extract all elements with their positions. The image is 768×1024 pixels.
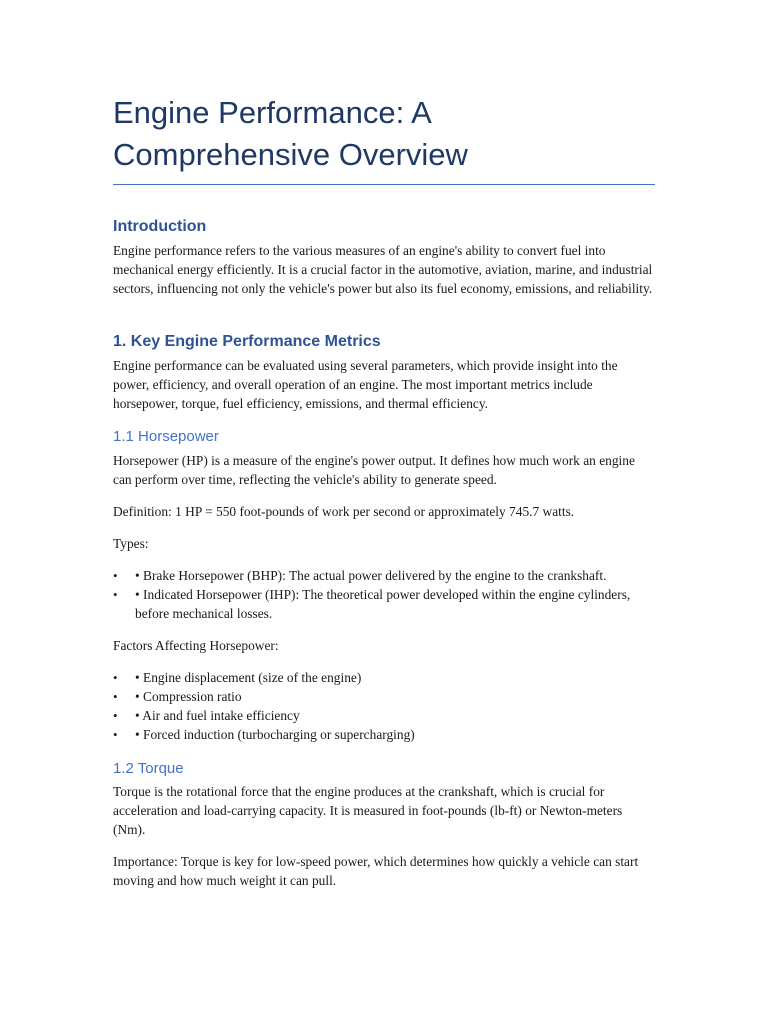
list-item-text: • Forced induction (turbocharging or supercharging): [135, 727, 415, 742]
document-title: Engine Performance: A Comprehensive Overview: [113, 92, 655, 185]
list-item-text: • Brake Horsepower (BHP): The actual power delivered by the engine to the crankshaft.: [135, 568, 607, 583]
bullet-icon: •: [113, 568, 118, 583]
bullet-icon: •: [113, 670, 118, 685]
horsepower-definition: Definition: 1 HP = 550 foot-pounds of work per second or approximately 745.7 watts.: [113, 504, 575, 519]
list-item: [113, 668, 655, 687]
list-item: [113, 566, 655, 585]
bullet-icon: •: [113, 689, 118, 704]
bullet-icon: •: [113, 708, 118, 723]
torque-paragraph: Torque is the rotational force that the engine produces at the crankshaft, which is crucial for acceleration and load-carrying capacity. It is measured in foot-pounds (lb-ft) or Newton-meters (Nm).: [113, 784, 623, 837]
torque-heading: 1.2 Torque: [113, 760, 184, 777]
list-item: [113, 725, 655, 744]
types-label: Types:: [113, 536, 149, 551]
section1-heading: 1. Key Engine Performance Metrics: [113, 333, 381, 350]
bullet-icon: •: [113, 727, 118, 742]
types-list: [113, 566, 655, 623]
list-item-text: • Compression ratio: [135, 689, 242, 704]
document-page: [113, 92, 655, 890]
intro-paragraph: Engine performance refers to the various measures of an engine's ability to convert fuel into mechanical energy efficiently. It is a crucial factor in the automotive, aviation, marine, and industrial sectors, influencing not only the vehicle's power but also its fuel economy, emissions, and reliability.: [113, 243, 653, 296]
list-item-text: • Air and fuel intake efficiency: [135, 708, 300, 723]
factors-label: Factors Affecting Horsepower:: [113, 638, 279, 653]
list-item: [113, 706, 655, 725]
list-item-text: • Indicated Horsepower (IHP): The theoretical power developed within the engine cylinders, before mechanical losses.: [135, 587, 631, 621]
list-item: [113, 585, 655, 623]
factors-list: [113, 668, 655, 744]
horsepower-paragraph: Horsepower (HP) is a measure of the engine's power output. It defines how much work an engine can perform over time, reflecting the vehicle's ability to generate speed.: [113, 453, 635, 487]
list-item-text: • Engine displacement (size of the engine): [135, 670, 362, 685]
bullet-icon: •: [113, 587, 118, 602]
horsepower-heading: 1.1 Horsepower: [113, 428, 219, 445]
intro-heading: Introduction: [113, 218, 207, 235]
section1-paragraph: Engine performance can be evaluated using several parameters, which provide insight into the power, efficiency, and overall operation of an engine. The most important metrics include horsepower, torque, fuel efficiency, emissions, and thermal efficiency.: [113, 358, 618, 411]
list-item: [113, 687, 655, 706]
torque-importance: Importance: Torque is key for low-speed power, which determines how quickly a vehicle can start moving and how much weight it can pull.: [113, 854, 639, 888]
